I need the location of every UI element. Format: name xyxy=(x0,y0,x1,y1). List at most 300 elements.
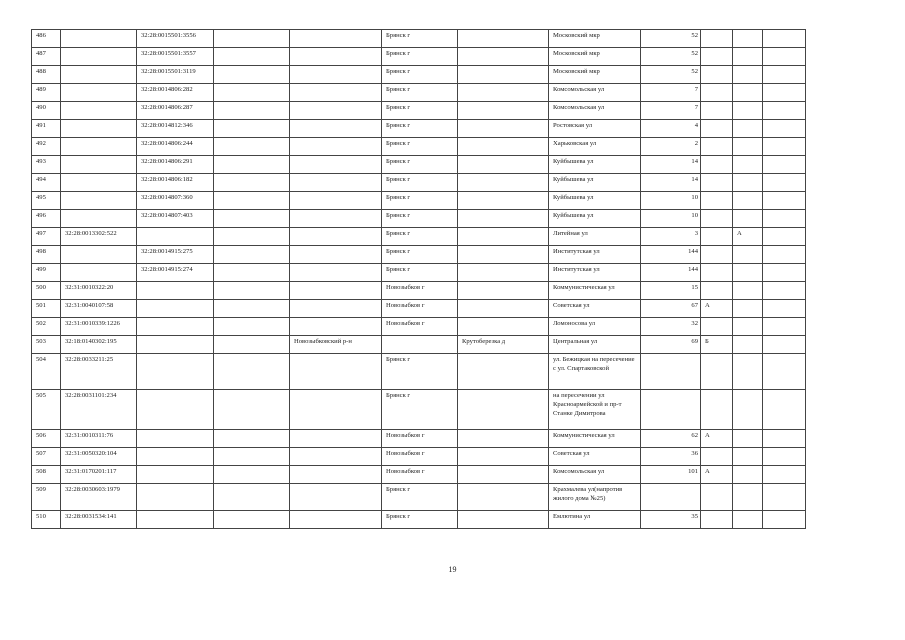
extra-cell xyxy=(763,246,806,264)
street-cell: Коммунистическая ул xyxy=(549,282,641,300)
extra-cell xyxy=(733,174,763,192)
house-number-cell: 36 xyxy=(641,448,701,466)
row-number: 493 xyxy=(32,156,61,174)
extra-cell xyxy=(733,30,763,48)
city-cell: Новозыбков г xyxy=(382,300,458,318)
cadastral-number: 32:31:0010311:76 xyxy=(61,430,137,448)
house-letter-cell xyxy=(701,84,733,102)
district-cell xyxy=(290,300,382,318)
district-cell xyxy=(290,156,382,174)
street-cell: Куйбышева ул xyxy=(549,210,641,228)
extra-cell xyxy=(214,174,290,192)
house-number-cell: 35 xyxy=(641,511,701,529)
cadastral-number-alt: 32:28:0014806:282 xyxy=(137,84,214,102)
street-cell: Советская ул xyxy=(549,300,641,318)
city-cell: Брянск г xyxy=(382,354,458,390)
extra-cell xyxy=(763,174,806,192)
district-cell xyxy=(290,484,382,511)
cadastral-number-alt xyxy=(137,484,214,511)
district-cell xyxy=(290,246,382,264)
city-cell xyxy=(382,336,458,354)
city-cell: Брянск г xyxy=(382,192,458,210)
cadastral-number-alt xyxy=(137,300,214,318)
house-letter-cell xyxy=(701,246,733,264)
cadastral-number xyxy=(61,30,137,48)
house-letter-cell xyxy=(701,102,733,120)
extra-cell xyxy=(733,430,763,448)
table-row xyxy=(32,318,806,336)
extra-cell xyxy=(763,430,806,448)
table-row xyxy=(32,484,806,511)
extra-cell xyxy=(763,138,806,156)
extra-cell xyxy=(214,192,290,210)
extra-cell xyxy=(763,66,806,84)
cadastral-number xyxy=(61,264,137,282)
extra-cell xyxy=(214,282,290,300)
street-cell: Ломоносова ул xyxy=(549,318,641,336)
cadastral-number-alt: 32:28:0015501:3556 xyxy=(137,30,214,48)
house-letter-cell xyxy=(701,210,733,228)
extra-cell xyxy=(214,84,290,102)
extra-cell xyxy=(763,192,806,210)
extra-cell xyxy=(763,448,806,466)
cadastral-number xyxy=(61,48,137,66)
table-row xyxy=(32,430,806,448)
house-letter-cell xyxy=(701,354,733,390)
street-cell: Комсомольская ул xyxy=(549,102,641,120)
row-number: 510 xyxy=(32,511,61,529)
street-cell: Куйбышева ул xyxy=(549,156,641,174)
row-number: 506 xyxy=(32,430,61,448)
city-cell: Брянск г xyxy=(382,84,458,102)
house-number-cell: 52 xyxy=(641,66,701,84)
house-letter-cell xyxy=(701,174,733,192)
cadastral-number: 32:28:0033211:25 xyxy=(61,354,137,390)
city-cell: Брянск г xyxy=(382,484,458,511)
house-number-cell: 62 xyxy=(641,430,701,448)
house-letter-cell: А xyxy=(701,430,733,448)
street-cell: Комсомольская ул xyxy=(549,466,641,484)
extra-cell xyxy=(733,246,763,264)
district-cell xyxy=(290,390,382,430)
table-row xyxy=(32,282,806,300)
extra-cell xyxy=(733,466,763,484)
district-cell xyxy=(290,430,382,448)
row-number: 488 xyxy=(32,66,61,84)
table-row xyxy=(32,66,806,84)
house-letter-cell xyxy=(701,66,733,84)
extra-cell xyxy=(214,264,290,282)
table-row xyxy=(32,210,806,228)
street-cell: Советская ул xyxy=(549,448,641,466)
cadastral-number: 32:28:0031101:234 xyxy=(61,390,137,430)
extra-cell xyxy=(763,264,806,282)
page-number: 19 xyxy=(448,565,457,574)
city-cell: Брянск г xyxy=(382,228,458,246)
cadastral-number-alt xyxy=(137,466,214,484)
table-row xyxy=(32,120,806,138)
city-cell: Новозыбков г xyxy=(382,282,458,300)
table-row xyxy=(32,511,806,529)
extra-cell xyxy=(733,66,763,84)
house-letter-cell xyxy=(701,484,733,511)
street-cell: Харьковская ул xyxy=(549,138,641,156)
cadastral-number-alt: 32:28:0014806:182 xyxy=(137,174,214,192)
city-cell: Брянск г xyxy=(382,48,458,66)
cadastral-number xyxy=(61,156,137,174)
district-cell xyxy=(290,466,382,484)
row-number: 487 xyxy=(32,48,61,66)
table-row xyxy=(32,48,806,66)
cadastral-number: 32:18:0140302:195 xyxy=(61,336,137,354)
extra-cell xyxy=(214,511,290,529)
table-row xyxy=(32,228,806,246)
house-letter-cell: Б xyxy=(701,336,733,354)
cadastral-number xyxy=(61,66,137,84)
cadastral-number-alt xyxy=(137,390,214,430)
district-cell xyxy=(290,138,382,156)
extra-cell xyxy=(733,156,763,174)
settlement-cell xyxy=(458,210,549,228)
extra-cell xyxy=(763,48,806,66)
extra-cell xyxy=(763,466,806,484)
district-cell xyxy=(290,282,382,300)
district-cell xyxy=(290,511,382,529)
extra-cell xyxy=(214,430,290,448)
row-number: 500 xyxy=(32,282,61,300)
extra-cell xyxy=(733,48,763,66)
house-number-cell: 10 xyxy=(641,192,701,210)
city-cell: Новозыбков г xyxy=(382,448,458,466)
row-number: 502 xyxy=(32,318,61,336)
row-number: 501 xyxy=(32,300,61,318)
house-letter-cell xyxy=(701,138,733,156)
settlement-cell xyxy=(458,246,549,264)
settlement-cell xyxy=(458,84,549,102)
extra-cell xyxy=(763,210,806,228)
city-cell: Брянск г xyxy=(382,174,458,192)
district-cell xyxy=(290,66,382,84)
cadastral-number-alt xyxy=(137,430,214,448)
district-cell xyxy=(290,84,382,102)
extra-cell xyxy=(763,511,806,529)
settlement-cell xyxy=(458,448,549,466)
cadastral-number: 32:28:0013302:522 xyxy=(61,228,137,246)
settlement-cell xyxy=(458,354,549,390)
extra-cell xyxy=(733,336,763,354)
row-number: 489 xyxy=(32,84,61,102)
extra-cell xyxy=(763,282,806,300)
city-cell: Брянск г xyxy=(382,390,458,430)
extra-cell xyxy=(214,300,290,318)
settlement-cell xyxy=(458,228,549,246)
cadastral-number-alt: 32:28:0014812:346 xyxy=(137,120,214,138)
street-cell: Коммунистическая ул xyxy=(549,430,641,448)
district-cell xyxy=(290,102,382,120)
table-row xyxy=(32,300,806,318)
settlement-cell xyxy=(458,282,549,300)
house-letter-cell xyxy=(701,448,733,466)
settlement-cell xyxy=(458,120,549,138)
house-letter-cell xyxy=(701,120,733,138)
cadastral-number xyxy=(61,120,137,138)
street-cell: Московский мкр xyxy=(549,48,641,66)
settlement-cell xyxy=(458,466,549,484)
house-letter-cell xyxy=(701,282,733,300)
district-cell: Новозыбковский р-н xyxy=(290,336,382,354)
extra-cell xyxy=(763,84,806,102)
extra-cell xyxy=(214,102,290,120)
table-row xyxy=(32,138,806,156)
settlement-cell xyxy=(458,174,549,192)
row-number: 492 xyxy=(32,138,61,156)
city-cell: Брянск г xyxy=(382,30,458,48)
settlement-cell: Крутоберезка д xyxy=(458,336,549,354)
cadastral-number-alt: 32:28:0015501:3557 xyxy=(137,48,214,66)
district-cell xyxy=(290,120,382,138)
table-row xyxy=(32,246,806,264)
cadastral-number-alt: 32:28:0015501:3119 xyxy=(137,66,214,84)
street-cell: Московский мкр xyxy=(549,66,641,84)
cadastral-number-alt xyxy=(137,282,214,300)
table-row xyxy=(32,264,806,282)
settlement-cell xyxy=(458,430,549,448)
extra-cell xyxy=(214,354,290,390)
table-row xyxy=(32,390,806,430)
house-number-cell: 69 xyxy=(641,336,701,354)
extra-cell xyxy=(763,120,806,138)
extra-cell xyxy=(214,228,290,246)
house-number-cell xyxy=(641,390,701,430)
extra-cell xyxy=(214,120,290,138)
house-letter-cell xyxy=(701,156,733,174)
extra-cell xyxy=(733,264,763,282)
settlement-cell xyxy=(458,192,549,210)
cadastral-number-alt xyxy=(137,354,214,390)
extra-cell xyxy=(763,228,806,246)
city-cell: Брянск г xyxy=(382,138,458,156)
house-number-cell xyxy=(641,354,701,390)
table-row xyxy=(32,354,806,390)
extra-cell xyxy=(214,448,290,466)
cadastral-number xyxy=(61,174,137,192)
extra-cell xyxy=(733,390,763,430)
row-number: 507 xyxy=(32,448,61,466)
row-number: 494 xyxy=(32,174,61,192)
extra-cell xyxy=(214,138,290,156)
house-number-cell: 14 xyxy=(641,156,701,174)
extra-cell xyxy=(763,30,806,48)
row-number: 497 xyxy=(32,228,61,246)
extra-cell xyxy=(733,448,763,466)
extra-cell xyxy=(763,336,806,354)
extra-cell xyxy=(733,282,763,300)
table-row xyxy=(32,84,806,102)
city-cell: Брянск г xyxy=(382,120,458,138)
cadastral-number: 32:31:0010322:20 xyxy=(61,282,137,300)
extra-cell xyxy=(733,318,763,336)
city-cell: Брянск г xyxy=(382,156,458,174)
street-cell: Комсомольская ул xyxy=(549,84,641,102)
city-cell: Новозыбков г xyxy=(382,430,458,448)
house-number-cell: 52 xyxy=(641,48,701,66)
house-number-cell: 2 xyxy=(641,138,701,156)
district-cell xyxy=(290,318,382,336)
table-row xyxy=(32,192,806,210)
house-letter-cell xyxy=(701,192,733,210)
extra-cell xyxy=(214,318,290,336)
cadastral-number: 32:28:0031534:141 xyxy=(61,511,137,529)
extra-cell xyxy=(763,318,806,336)
cadastral-number xyxy=(61,84,137,102)
settlement-cell xyxy=(458,156,549,174)
house-letter-cell xyxy=(701,390,733,430)
house-letter-cell xyxy=(701,30,733,48)
extra-cell xyxy=(763,156,806,174)
extra-cell xyxy=(214,484,290,511)
cadastral-number-alt xyxy=(137,511,214,529)
house-number-cell: 144 xyxy=(641,264,701,282)
row-number: 491 xyxy=(32,120,61,138)
extra-cell xyxy=(733,484,763,511)
extra-cell xyxy=(763,354,806,390)
extra-cell xyxy=(733,300,763,318)
house-letter-cell xyxy=(701,264,733,282)
extra-cell xyxy=(733,120,763,138)
settlement-cell xyxy=(458,484,549,511)
extra-cell xyxy=(733,210,763,228)
extra-cell xyxy=(214,210,290,228)
row-number: 504 xyxy=(32,354,61,390)
house-number-cell: 14 xyxy=(641,174,701,192)
row-number: 508 xyxy=(32,466,61,484)
house-number-cell: 15 xyxy=(641,282,701,300)
row-number: 498 xyxy=(32,246,61,264)
cadastral-number-alt: 32:28:0014806:291 xyxy=(137,156,214,174)
house-number-cell: 101 xyxy=(641,466,701,484)
cadastral-number-alt: 32:28:0014915:275 xyxy=(137,246,214,264)
extra-cell xyxy=(733,102,763,120)
extra-cell xyxy=(733,511,763,529)
cadastral-number-alt xyxy=(137,336,214,354)
city-cell: Брянск г xyxy=(382,246,458,264)
district-cell xyxy=(290,174,382,192)
district-cell xyxy=(290,210,382,228)
settlement-cell xyxy=(458,102,549,120)
house-letter-cell xyxy=(701,48,733,66)
house-number-cell: 7 xyxy=(641,102,701,120)
extra-cell xyxy=(763,300,806,318)
extra-cell xyxy=(733,84,763,102)
row-number: 495 xyxy=(32,192,61,210)
cadastral-number-alt: 32:28:0014806:244 xyxy=(137,138,214,156)
settlement-cell xyxy=(458,48,549,66)
house-letter-cell: А xyxy=(701,300,733,318)
table-row xyxy=(32,156,806,174)
extra-cell xyxy=(214,30,290,48)
settlement-cell xyxy=(458,300,549,318)
row-number: 505 xyxy=(32,390,61,430)
district-cell xyxy=(290,48,382,66)
street-cell: Ростовская ул xyxy=(549,120,641,138)
registry-table-body xyxy=(32,30,806,529)
extra-cell xyxy=(733,138,763,156)
street-cell: Центральная ул xyxy=(549,336,641,354)
cadastral-number-alt: 32:28:0014915:274 xyxy=(137,264,214,282)
district-cell xyxy=(290,448,382,466)
row-number: 499 xyxy=(32,264,61,282)
settlement-cell xyxy=(458,511,549,529)
house-letter-cell xyxy=(701,318,733,336)
cadastral-number: 32:31:0010339:1226 xyxy=(61,318,137,336)
table-row xyxy=(32,30,806,48)
settlement-cell xyxy=(458,30,549,48)
house-number-cell xyxy=(641,484,701,511)
district-cell xyxy=(290,228,382,246)
settlement-cell xyxy=(458,318,549,336)
district-cell xyxy=(290,264,382,282)
registry-table xyxy=(31,29,806,529)
extra-cell xyxy=(763,390,806,430)
extra-cell xyxy=(214,466,290,484)
settlement-cell xyxy=(458,66,549,84)
house-number-cell: 7 xyxy=(641,84,701,102)
street-cell: ул. Бежицкая на пересечение с ул. Спартаковской xyxy=(549,354,641,390)
extra-cell xyxy=(733,192,763,210)
street-cell: Куйбышева ул xyxy=(549,192,641,210)
street-cell: Куйбышева ул xyxy=(549,174,641,192)
city-cell: Брянск г xyxy=(382,511,458,529)
extra-cell xyxy=(214,156,290,174)
house-letter-cell: А xyxy=(701,466,733,484)
cadastral-number-alt: 32:28:0014806:287 xyxy=(137,102,214,120)
row-number: 509 xyxy=(32,484,61,511)
extra-cell xyxy=(763,484,806,511)
street-cell: Институтская ул xyxy=(549,264,641,282)
house-number-cell: 67 xyxy=(641,300,701,318)
cadastral-number xyxy=(61,246,137,264)
cadastral-number-alt: 32:28:0014807:360 xyxy=(137,192,214,210)
house-number-cell: 4 xyxy=(641,120,701,138)
street-cell: на пересечении ул Красноармейской и пр-т Станке Димитрова xyxy=(549,390,641,430)
extra-cell xyxy=(214,48,290,66)
house-letter-cell xyxy=(701,511,733,529)
house-number-cell: 144 xyxy=(641,246,701,264)
street-cell: Институтская ул xyxy=(549,246,641,264)
extra-cell: А xyxy=(733,228,763,246)
city-cell: Брянск г xyxy=(382,66,458,84)
city-cell: Брянск г xyxy=(382,210,458,228)
table-row xyxy=(32,336,806,354)
city-cell: Новозыбков г xyxy=(382,466,458,484)
table-row xyxy=(32,102,806,120)
street-cell: Московский мкр xyxy=(549,30,641,48)
house-number-cell: 3 xyxy=(641,228,701,246)
city-cell: Брянск г xyxy=(382,264,458,282)
district-cell xyxy=(290,192,382,210)
district-cell xyxy=(290,354,382,390)
cadastral-number xyxy=(61,138,137,156)
settlement-cell xyxy=(458,264,549,282)
cadastral-number-alt xyxy=(137,448,214,466)
cadastral-number-alt xyxy=(137,318,214,336)
street-cell: Емлютина ул xyxy=(549,511,641,529)
cadastral-number-alt: 32:28:0014807:403 xyxy=(137,210,214,228)
cadastral-number xyxy=(61,102,137,120)
settlement-cell xyxy=(458,390,549,430)
cadastral-number: 32:31:0170201:117 xyxy=(61,466,137,484)
extra-cell xyxy=(214,246,290,264)
